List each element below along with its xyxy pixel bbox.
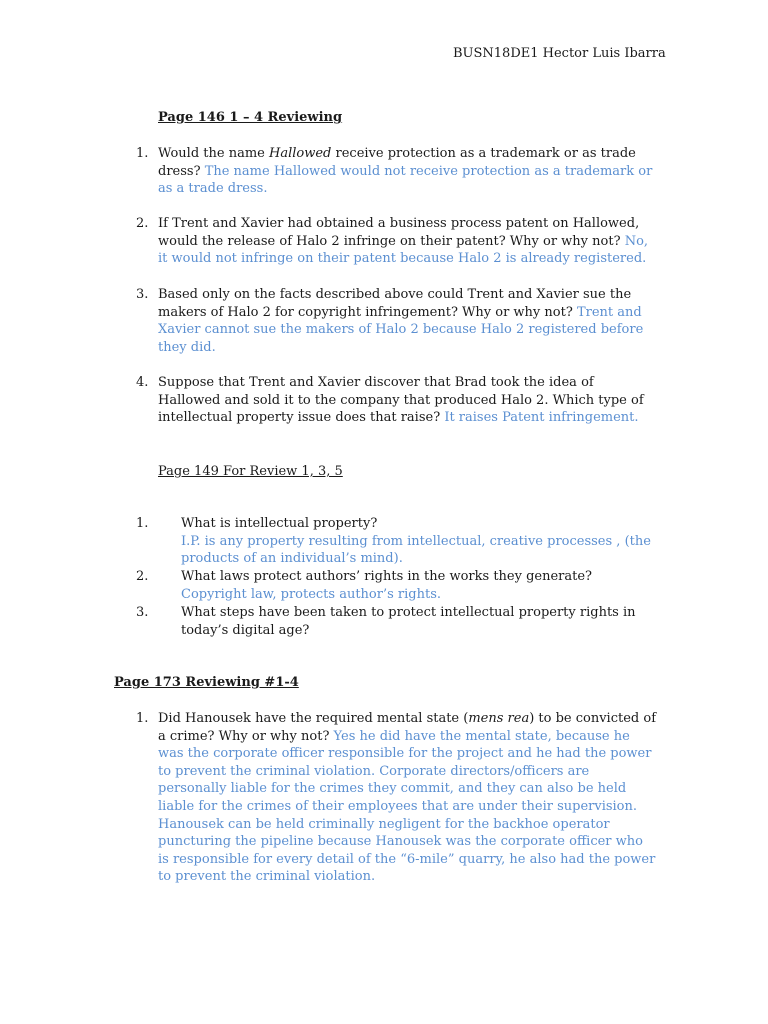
item-text: What steps have been taken to protect intellectual property rights in today’s digital age? <box>181 605 636 638</box>
item-number: 1. <box>136 516 149 531</box>
item-text: Would the name Hallowed receive protection as a trademark or as trade dress? The name Hallowed would not receive protection as a trademark or as a trade dress. <box>158 146 653 197</box>
answer-text: No, it would not infringe on their patent because Halo 2 is already registered. <box>158 233 649 267</box>
answer-text: The name Hallowed would not receive protection as a trademark or as a trade dress. <box>158 163 653 197</box>
answer-text: Trent and Xavier cannot sue the makers of Halo 2 because Halo 2 registered before they did. <box>158 304 644 355</box>
section-heading-page-146: Page 146 1 – 4 Reviewing <box>158 110 343 125</box>
section-heading-page-149: Page 149 For Review 1, 3, 5 <box>158 464 343 479</box>
answer-text: Yes he did have the mental state, because he was the corporate officer responsible for the project and he had the power to prevent the criminal violation. Corporate directors/officers are personally liable for the crimes they commit, and they can also be held liable for the crimes of their employees that are under their supervision. Hanousek can be held criminally negligent for the backhoe operator puncturing the pipeline because Hanousek was the corporate officer who is responsible for every detail of the “6-mile” quarry, he also had the power to prevent the criminal violation. <box>158 728 656 885</box>
item-text: Suppose that Trent and Xavier discover that Brad took the idea of Hallowed and sold it to the company that produced Halo 2. Which type of intellectual property issue does that raise? It raises Patent infringement. <box>158 375 644 426</box>
item-number: 3. <box>136 287 149 302</box>
item-text: What is intellectual property? I.P. is any property resulting from intellectual, creative processes , (the products of an individual’s mind). <box>181 515 656 568</box>
item-text: Based only on the facts described above could Trent and Xavier sue the makers of Halo 2 for copyright infringement? Why or why not? Trent and Xavier cannot sue the makers of Halo 2 because Halo 2 registered before they did. <box>158 287 644 355</box>
item-number: 1. <box>136 146 149 161</box>
item-number: 3. <box>136 605 149 620</box>
item-number: 1. <box>136 711 149 726</box>
document-header: BUSN18DE1 Hector Luis Ibarra <box>453 46 666 61</box>
answer-text: It raises Patent infringement. <box>444 410 639 426</box>
item-text: What laws protect authors’ rights in the works they generate? Copyright law, protects author’s rights. <box>181 568 656 603</box>
italic-term: mens rea <box>468 711 530 726</box>
item-text: If Trent and Xavier had obtained a business process patent on Hallowed, would the release of Halo 2 infringe on their patent? Why or why not? No, it would not infringe on their patent because Halo 2 is already registered. <box>158 216 649 267</box>
item-number: 4. <box>136 375 149 390</box>
item-text: Did Hanousek have the required mental state (mens rea) to be convicted of a crime? Why or why not? Yes he did have the mental state, because he was the corporate officer responsible for the project and he had the power to prevent the criminal violation. Corporate directors/officers are personally liable for the crimes they commit, and they can also be held liable for the crimes of their employees that are under their supervision. Hanousek can be held criminally negligent for the backhoe operator puncturing the pipeline because Hanousek was the corporate officer who is responsible for every detail of the “6-mile” quarry, he also had the power to prevent the criminal violation. <box>158 711 657 885</box>
item-number: 2. <box>136 569 149 584</box>
answer-text: I.P. is any property resulting from intellectual, creative processes , (the products of an individual’s mind). <box>181 533 651 567</box>
answer-text: Copyright law, protects author’s rights. <box>181 586 441 602</box>
section-heading-page-173: Page 173 Reviewing #1-4 <box>114 675 299 690</box>
italic-term: Hallowed <box>269 146 332 161</box>
item-number: 2. <box>136 216 149 231</box>
